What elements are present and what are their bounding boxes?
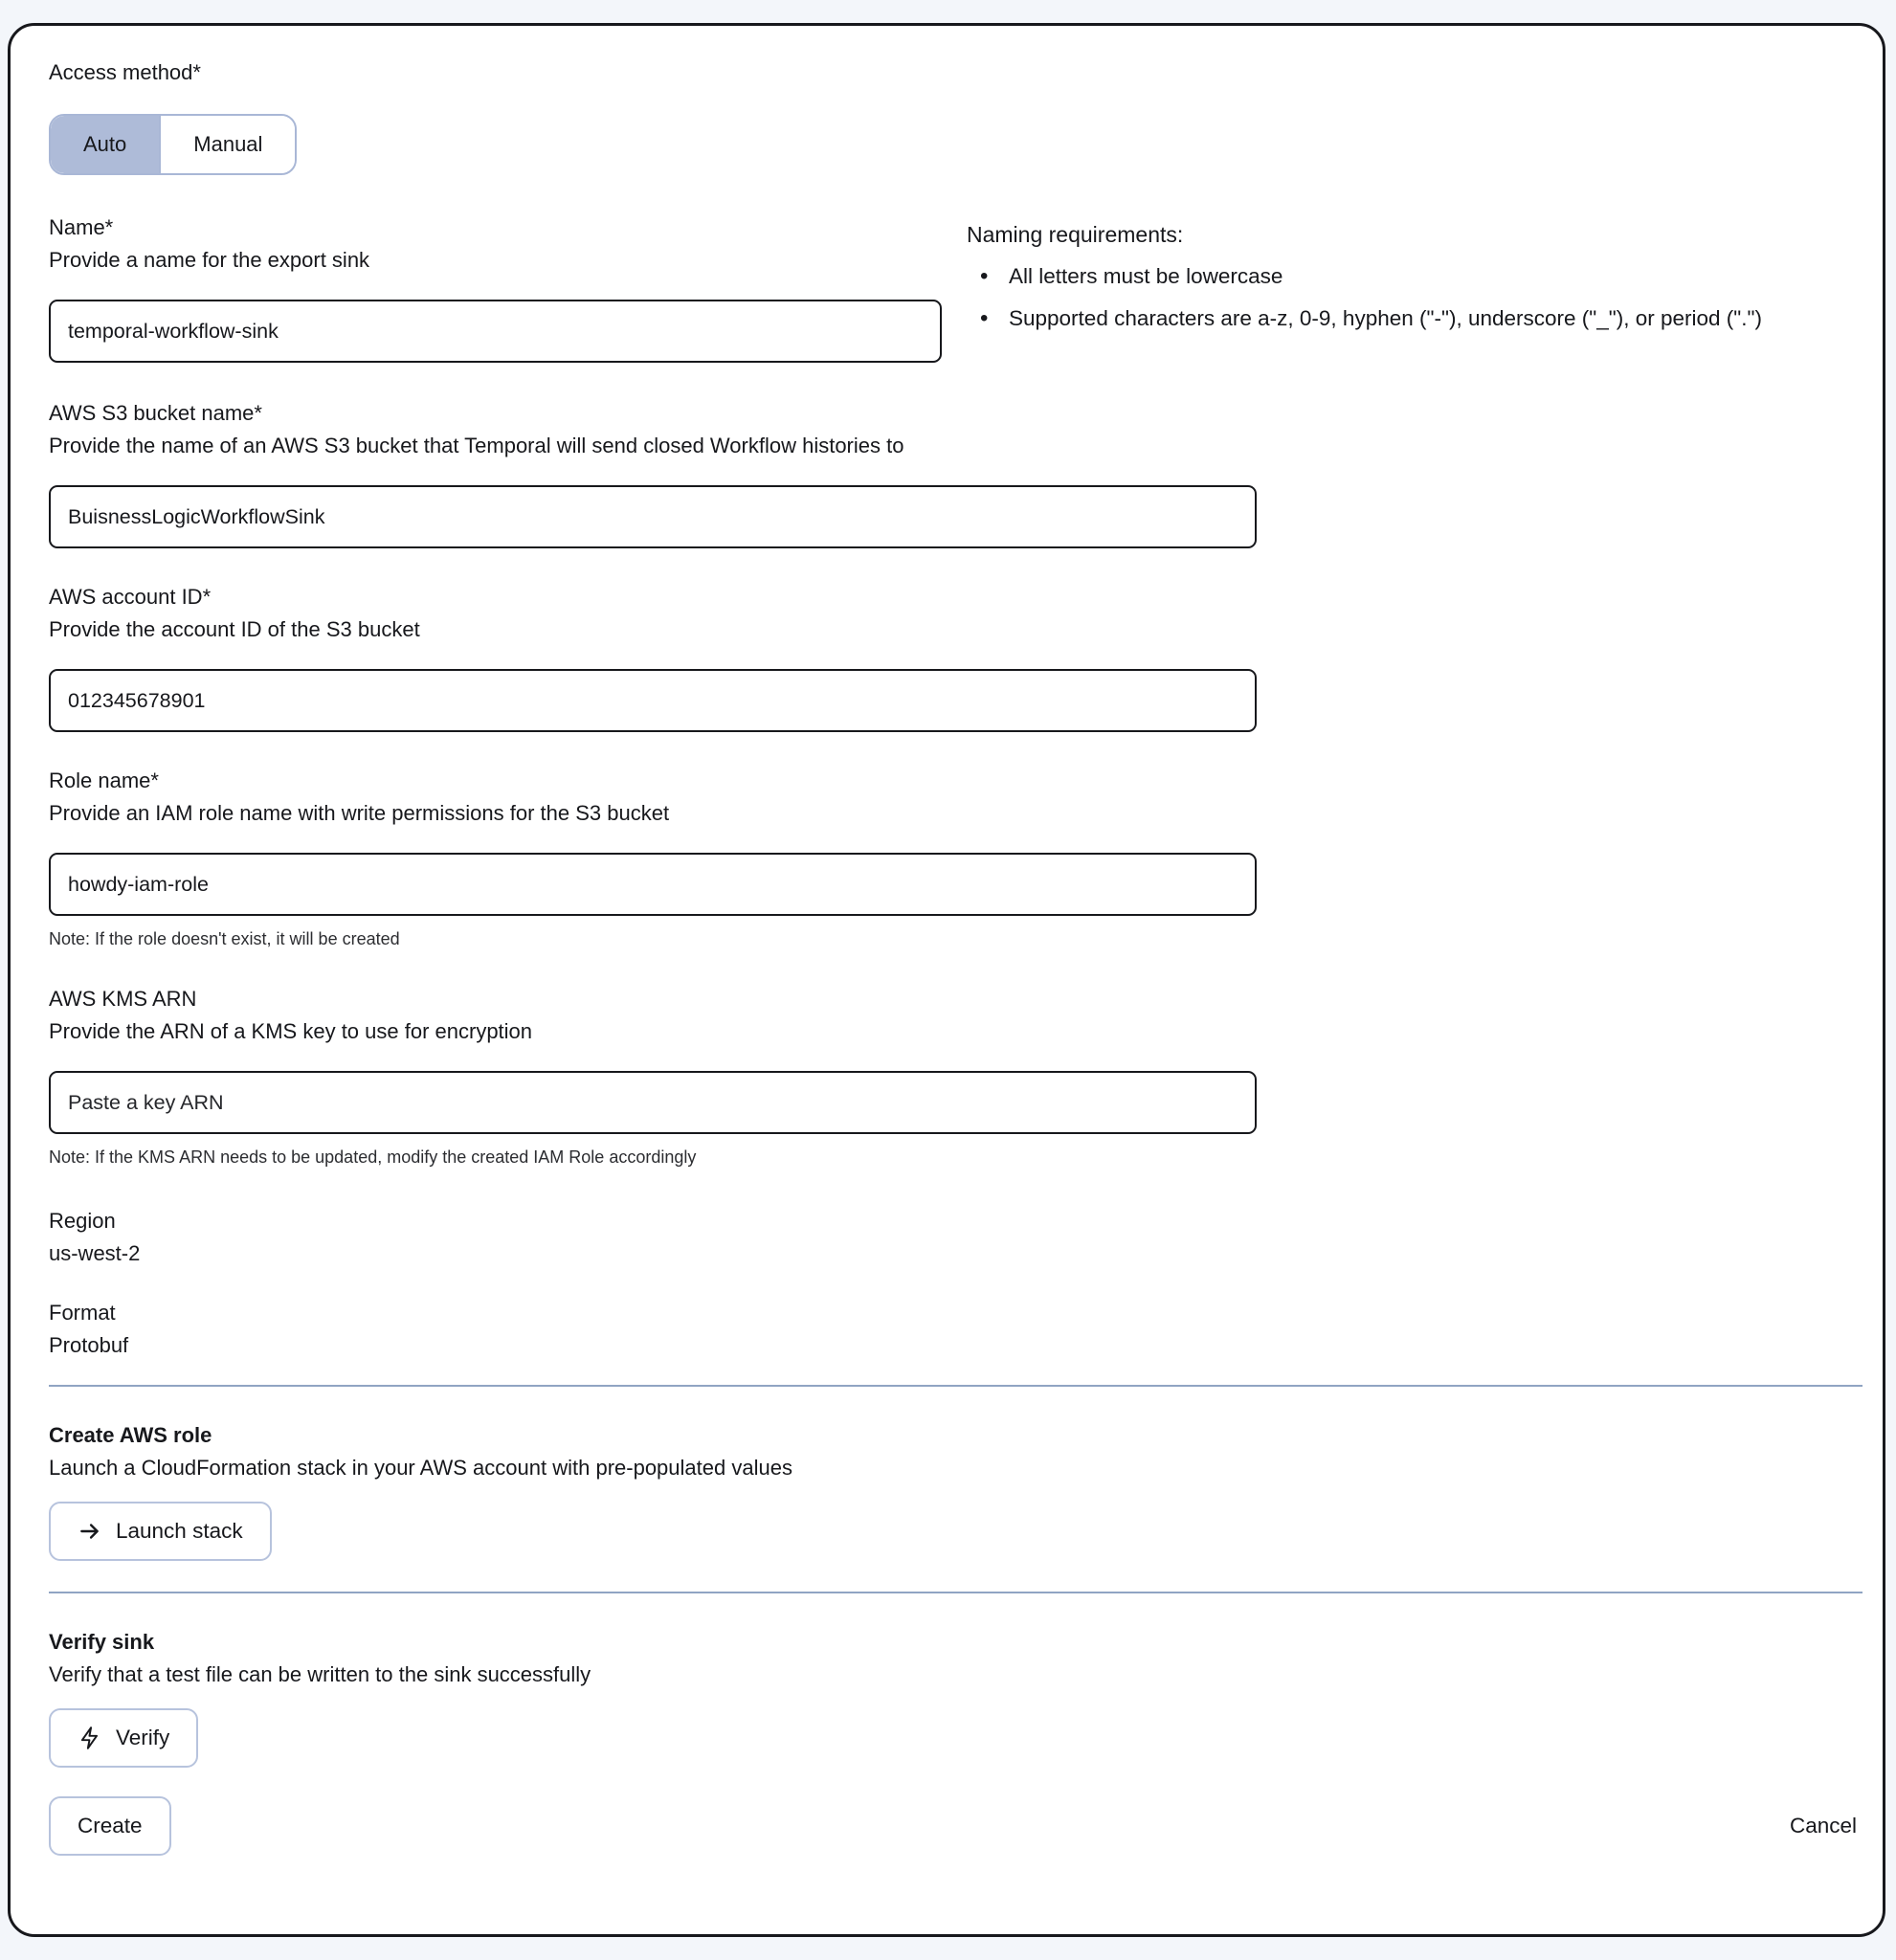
kms-description: Provide the ARN of a KMS key to use for encryption <box>49 1019 533 1043</box>
bucket-section <box>49 399 1840 548</box>
kms-note: Note: If the KMS ARN needs to be updated, modify the created IAM Role accordingly <box>49 1147 697 1167</box>
verify-sink-title: Verify sink <box>49 1630 155 1654</box>
kms-label: AWS KMS ARN <box>49 987 197 1011</box>
create-role-title: Create AWS role <box>49 1423 212 1447</box>
role-section <box>49 767 1840 950</box>
access-method-label: Access method* <box>49 60 201 84</box>
verify-button-label: Verify <box>116 1726 170 1749</box>
naming-requirement-item: • Supported characters are a-z, 0-9, hyphen ("-"), underscore ("_"), or period (".") <box>967 300 1840 338</box>
format-info <box>49 1299 1840 1360</box>
role-name-input[interactable] <box>49 853 1257 916</box>
name-input[interactable] <box>49 300 942 363</box>
account-label: AWS account ID* <box>49 585 212 609</box>
kms-arn-input[interactable] <box>49 1071 1257 1134</box>
create-button[interactable] <box>49 1796 171 1856</box>
account-id-input[interactable] <box>49 669 1257 732</box>
naming-requirements-list <box>967 257 1840 338</box>
format-value: Protobuf <box>49 1333 129 1357</box>
name-label: Name* <box>49 215 114 239</box>
access-method-toggle <box>49 114 297 175</box>
naming-requirement-item: • All letters must be lowercase <box>967 257 1840 296</box>
access-method-auto-option[interactable]: Auto <box>51 116 159 173</box>
naming-requirements <box>942 213 1840 363</box>
region-info <box>49 1207 1840 1268</box>
section-divider <box>49 1385 1863 1387</box>
cancel-button[interactable]: Cancel <box>1784 1814 1863 1838</box>
bucket-input[interactable] <box>49 485 1257 548</box>
bucket-label: AWS S3 bucket name* <box>49 401 262 425</box>
arrow-right-icon <box>78 1519 102 1544</box>
create-role-description: Launch a CloudFormation stack in your AWS account with pre-populated values <box>49 1456 792 1480</box>
account-section <box>49 583 1840 732</box>
account-description: Provide the account ID of the S3 bucket <box>49 617 420 641</box>
launch-stack-button[interactable] <box>49 1502 272 1561</box>
access-method-manual-option[interactable]: Manual <box>159 116 295 173</box>
kms-section <box>49 985 1840 1169</box>
bucket-description: Provide the name of an AWS S3 bucket that Temporal will send closed Workflow histories to <box>49 434 904 457</box>
name-description: Provide a name for the export sink <box>49 248 370 272</box>
name-section <box>49 213 1840 363</box>
verify-sink-description: Verify that a test file can be written to the sink successfully <box>49 1662 591 1686</box>
footer-actions <box>49 1796 1863 1856</box>
role-note: Note: If the role doesn't exist, it will be created <box>49 929 400 948</box>
export-sink-form-card <box>8 23 1885 1937</box>
role-label: Role name* <box>49 768 159 792</box>
verify-section <box>49 1628 1840 1768</box>
region-value: us-west-2 <box>49 1241 141 1265</box>
create-role-section <box>49 1421 1840 1561</box>
create-button-label: Create <box>78 1814 143 1838</box>
launch-stack-button-label: Launch stack <box>116 1519 243 1543</box>
lightning-icon <box>78 1726 102 1750</box>
format-label: Format <box>49 1301 116 1325</box>
verify-button[interactable] <box>49 1708 198 1768</box>
naming-requirements-title: Naming requirements: <box>967 222 1184 247</box>
role-description: Provide an IAM role name with write permissions for the S3 bucket <box>49 801 670 825</box>
section-divider <box>49 1592 1863 1593</box>
region-label: Region <box>49 1209 116 1233</box>
